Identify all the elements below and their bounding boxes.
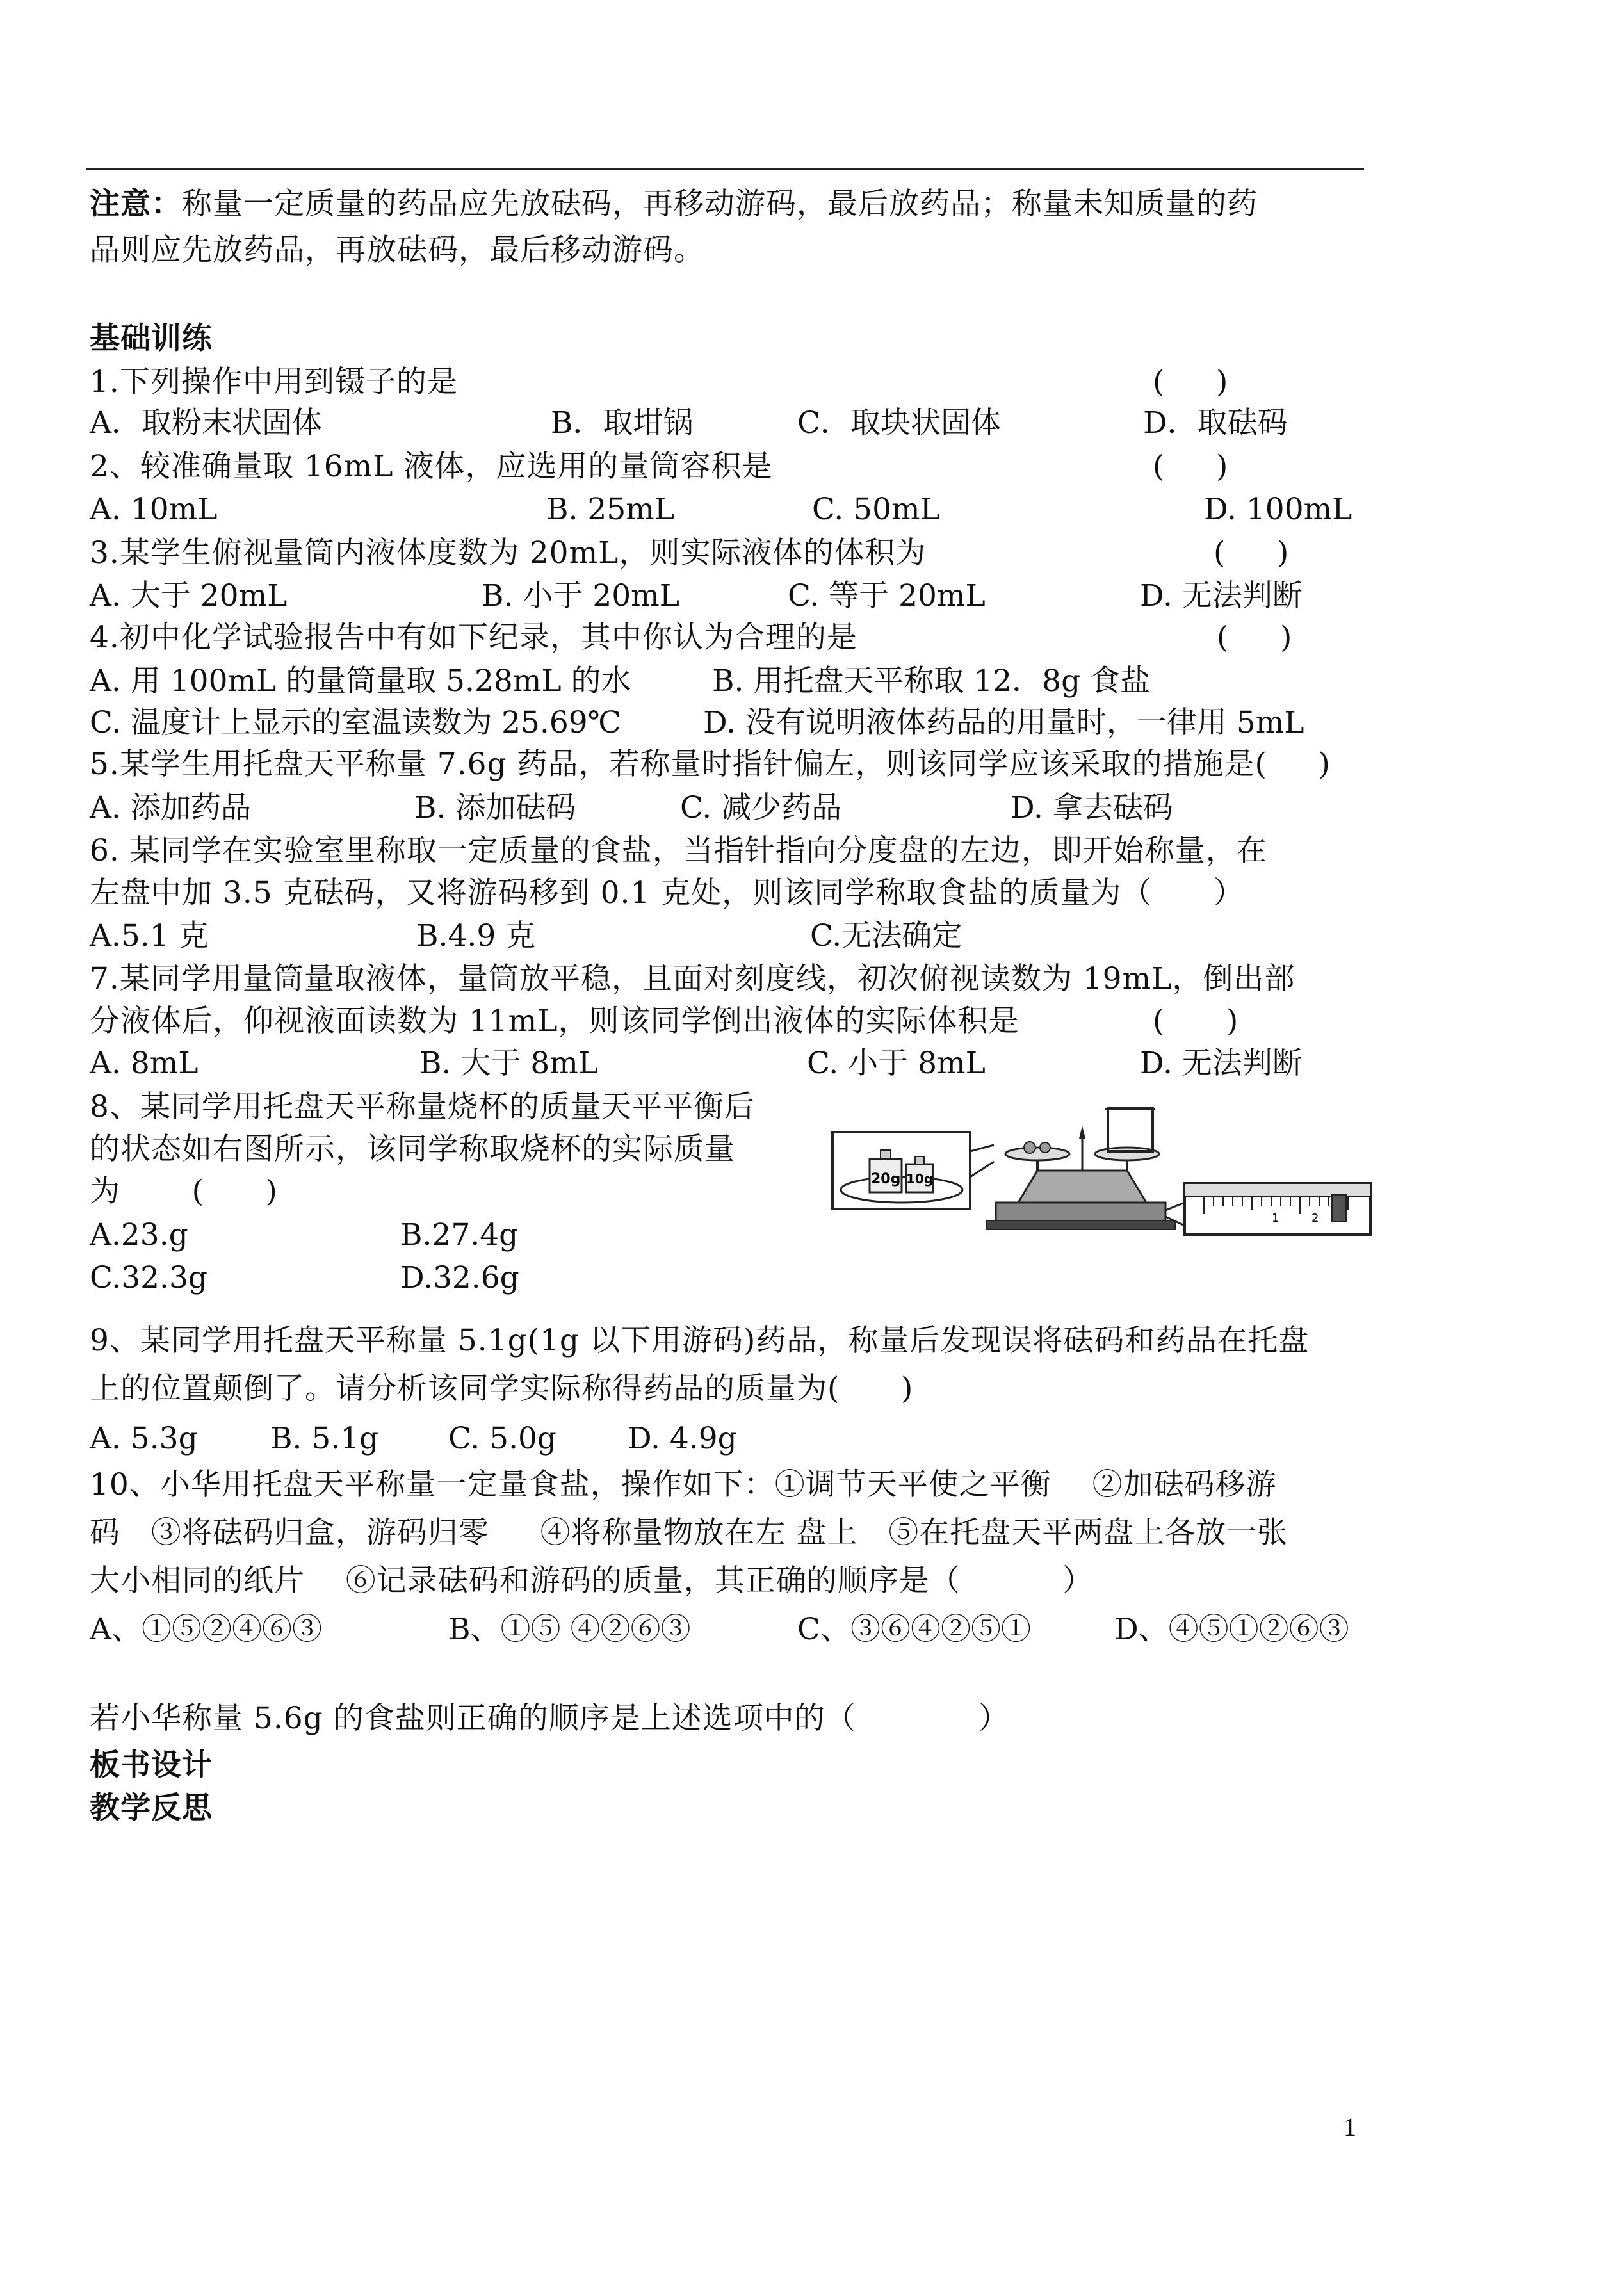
- q4-option-a: A. 用 100mL 的量筒量取 5.28mL 的水: [90, 663, 631, 699]
- q2-option-c: C. 50mL: [812, 492, 940, 527]
- q10-option-a: A、①⑤②④⑥③: [90, 1612, 322, 1647]
- q8-option-a: A.23.g: [90, 1217, 188, 1253]
- q4-options-row2: [90, 704, 1364, 742]
- weight-10g-label: 10g: [906, 1171, 934, 1187]
- q6-line-1: 6. 某同学在实验室里称取一定质量的食盐，当指针指向分度盘的左边，即开始称量，在: [90, 833, 1267, 868]
- left-pan: [1005, 1148, 1069, 1160]
- balance-base: [996, 1203, 1165, 1222]
- q6-option-c: C.无法确定: [810, 918, 962, 953]
- rider: [1332, 1195, 1346, 1222]
- q2-option-a: A. 10mL: [90, 492, 218, 527]
- q8-option-b: B.27.4g: [400, 1217, 519, 1253]
- q9-option-c: C. 5.0g: [448, 1421, 556, 1456]
- q4-option-b: B. 用托盘天平称取 12．8g 食盐: [712, 663, 1151, 699]
- q1-options: [90, 405, 1364, 442]
- q7-option-d: D. 无法判断: [1140, 1046, 1303, 1081]
- q3-stem: 3.某学生俯视量筒内液体度数为 20mL，则实际液体的体积为: [90, 535, 927, 571]
- note-line-1: [90, 186, 1258, 223]
- q8-option-c: C.32.3g: [90, 1260, 207, 1295]
- q3-option-b: B. 小于 20mL: [482, 578, 679, 613]
- q10-line-3: 大小相同的纸片 ⑥记录砝码和游码的质量，其正确的顺序是（ ）: [90, 1563, 1094, 1598]
- note-text-1: 称量一定质量的药品应先放砝码，再移动游码，最后放药品；称量未知质量的药: [182, 186, 1258, 222]
- q9-line-1: 9、某同学用托盘天平称量 5.1g(1g 以下用游码)药品，称量后发现误将砝码和药品在托盘: [90, 1323, 1310, 1358]
- q3-option-c: C. 等于 20mL: [788, 578, 986, 613]
- q6-line-2: 左盘中加 3.5 克砝码，又将游码移到 0.1 克处，则该同学称取食盐的质量为（ ）: [90, 875, 1244, 911]
- q7-options: [90, 1045, 1364, 1082]
- board-design-heading: 板书设计: [90, 1748, 213, 1783]
- q9-option-b: B. 5.1g: [270, 1421, 379, 1456]
- top-rule: [86, 168, 1364, 170]
- q3-answer-paren: ( ): [1214, 535, 1290, 571]
- q5-option-c: C. 减少药品: [680, 790, 842, 825]
- q6-option-b: B.4.9 克: [416, 918, 536, 953]
- q8-option-d: D.32.6g: [400, 1260, 519, 1295]
- right-pan: [1095, 1148, 1159, 1160]
- q6-option-a: A.5.1 克: [90, 918, 209, 953]
- page-number: 1: [1344, 2113, 1356, 2141]
- q4-option-d: D. 没有说明液体药品的用量时，一律用 5mL: [703, 705, 1304, 740]
- q1-option-d: D．取砝码: [1143, 405, 1288, 441]
- q3-option-d: D. 无法判断: [1140, 578, 1303, 613]
- q5-option-b: B. 添加砝码: [414, 790, 576, 825]
- beaker: [1108, 1108, 1153, 1151]
- q10-option-c: C、③⑥④②⑤①: [797, 1612, 1031, 1647]
- q1-option-c: C．取块状固体: [797, 405, 1001, 441]
- q8-options-row2: [90, 1260, 794, 1297]
- q2-answer-paren: ( ): [1153, 449, 1229, 484]
- q9-options: [90, 1420, 1364, 1457]
- q4-answer-paren: ( ): [1217, 620, 1293, 655]
- q9-option-d: D. 4.9g: [628, 1421, 737, 1456]
- q8-line-2: 的状态如右图所示，该同学称取烧杯的实际质量: [90, 1131, 735, 1167]
- note-label: 注意：: [90, 186, 182, 222]
- scale-mark-2: 2: [1311, 1212, 1319, 1225]
- q1-answer-paren: ( ): [1153, 364, 1229, 400]
- q3-options: [90, 578, 1364, 615]
- q4-options-row1: [90, 663, 1364, 700]
- teaching-reflection-heading: 教学反思: [90, 1790, 213, 1826]
- q6-options: [90, 918, 1364, 955]
- q1-option-b: B．取坩锅: [551, 405, 694, 441]
- q7-option-a: A. 8mL: [90, 1046, 199, 1081]
- q4-stem: 4.初中化学试验报告中有如下纪录，其中你认为合理的是: [90, 620, 857, 655]
- q5-option-a: A. 添加药品: [90, 790, 251, 825]
- q8-line-1: 8、某同学用托盘天平称量烧杯的质量天平平衡后: [90, 1089, 755, 1124]
- q10-line-1: 10、小华用托盘天平称量一定量食盐，操作如下：①调节天平使之平衡 ②加砝码移游: [90, 1467, 1277, 1502]
- q7-option-b: B. 大于 8mL: [419, 1046, 599, 1081]
- q8-line-3: 为 ( ): [90, 1174, 278, 1209]
- q9-option-a: A. 5.3g: [90, 1421, 198, 1456]
- q1-option-a: A．取粉末状固体: [90, 405, 322, 441]
- q4-option-c: C. 温度计上显示的室温读数为 25.69℃: [90, 705, 622, 740]
- balance-illustration: [826, 1100, 1377, 1247]
- q2-options: [90, 491, 1364, 528]
- q7-answer-paren: ( ): [1153, 1003, 1239, 1039]
- q10-line-2: 码 ③将砝码归盒，游码归零 ④将称量物放在左 盘上 ⑤在托盘天平两盘上各放一张: [90, 1515, 1288, 1550]
- balance-figure: [826, 1100, 1377, 1247]
- q10-options: [90, 1611, 1364, 1648]
- balance-body: [1018, 1171, 1146, 1203]
- q8-options-row1: [90, 1217, 794, 1254]
- q5-options: [90, 790, 1364, 827]
- q7-line-2: 分液体后，仰视液面读数为 11mL，则该同学倒出液体的实际体积是: [90, 1003, 1019, 1039]
- q2-option-b: B. 25mL: [546, 492, 675, 527]
- q1-stem: 1.下列操作中用到镊子的是: [90, 364, 458, 400]
- q7-option-c: C. 小于 8mL: [807, 1046, 986, 1081]
- q10-option-d: D、④⑤①②⑥③: [1114, 1612, 1349, 1647]
- q7-line-1: 7.某同学用量筒量取液体，量筒放平稳，且面对刻度线，初次俯视读数为 19mL，倒出部: [90, 961, 1295, 996]
- q9-line-2: 上的位置颠倒了。请分析该同学实际称得药品的质量为( ): [90, 1371, 914, 1406]
- scale-mark-1: 1: [1272, 1212, 1279, 1225]
- weight-20g-label: 20g: [871, 1171, 901, 1187]
- section-title: 基础训练: [90, 321, 213, 356]
- q10-option-b: B、①⑤ ④②⑥③: [448, 1612, 691, 1647]
- q2-option-d: D. 100mL: [1204, 492, 1352, 527]
- q3-option-a: A. 大于 20mL: [90, 578, 288, 613]
- note-line-2: 品则应先放药品，再放砝码，最后移动游码。: [90, 232, 704, 268]
- q5-stem: 5.某学生用托盘天平称量 7.6g 药品，若称量时指针偏左，则该同学应该采取的措施是( ): [90, 747, 1331, 782]
- q10-followup: 若小华称量 5.6g 的食盐则正确的顺序是上述选项中的（ ）: [90, 1701, 1009, 1736]
- q2-stem: 2、较准确量取 16mL 液体，应选用的量筒容积是: [90, 449, 773, 484]
- q5-option-d: D. 拿去砝码: [1011, 790, 1173, 825]
